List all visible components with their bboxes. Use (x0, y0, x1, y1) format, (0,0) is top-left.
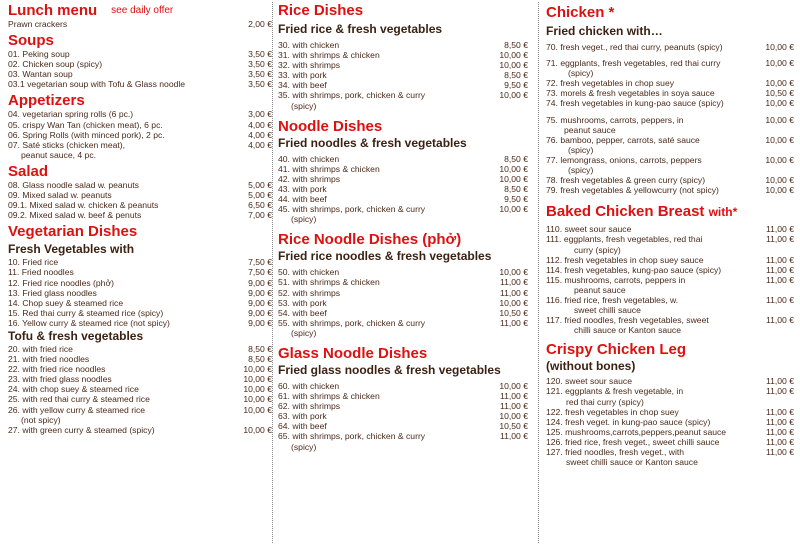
menu-item (8, 257, 272, 267)
item-price: 10,00 € (499, 380, 528, 391)
item-price: 11,00 € (765, 264, 794, 275)
item-price: 10,00 € (499, 297, 528, 308)
item-price: 11,00 € (499, 287, 528, 298)
item-price: 10,00 € (499, 60, 528, 71)
item-price: 10,00 € (765, 134, 794, 145)
item-price: 6,50 € (248, 200, 272, 211)
item-name: 30. with chicken (278, 40, 340, 50)
item-name: 62. with shrimps (278, 401, 341, 412)
item-price: 10,00 € (499, 163, 528, 174)
menu-item (546, 78, 794, 88)
item-price: 11,00 € (499, 317, 528, 328)
item-price: 7,00 € (248, 210, 272, 221)
menu-item (278, 164, 528, 174)
menu-item (8, 354, 272, 364)
section-title-baked-chicken (546, 203, 794, 221)
item-name: 51. with shrimps & chicken (278, 277, 380, 288)
item-price: 11,00 € (765, 315, 794, 326)
salad-list (8, 180, 272, 220)
item-name-continued: sweet chilli sauce or Kanton sauce (566, 457, 698, 468)
item-price: 3,50 € (248, 79, 272, 90)
item-name: 20. with fried rice (8, 343, 73, 354)
menu-item (8, 109, 272, 119)
item-price: 10,00 € (499, 50, 528, 61)
glass-noodle-list (278, 381, 528, 452)
menu-item (278, 194, 528, 204)
soups-list (8, 49, 272, 89)
appetizers-list (8, 109, 272, 159)
section-title-noodle: Noodle Dishes (278, 117, 383, 135)
section-title-rice: Rice Dishes (278, 2, 364, 19)
menu-item (8, 69, 272, 79)
item-price: 10,00 € (499, 204, 528, 215)
item-name: 55. with shrimps, pork, chicken & curry (278, 317, 426, 328)
menu-item (278, 50, 528, 60)
section-subtitle: Fried rice & fresh vegetables (278, 22, 443, 36)
item-name: 78. fresh vegetables & green curry (spicy) (546, 175, 706, 186)
menu-item (8, 200, 272, 210)
item-price: 3,50 € (248, 69, 272, 80)
menu-item (546, 175, 794, 185)
lunch-menu-title: Lunch menu (8, 2, 98, 19)
menu-item (546, 265, 794, 275)
item-name: 05. crispy Wan Tan (chicken meat), 6 pc. (8, 119, 163, 130)
menu-item (278, 288, 528, 298)
item-name: 121. eggplants & fresh vegetable, in (546, 386, 684, 397)
item-price: 10,00 € (765, 58, 794, 69)
item-name-continued: (spicy) (291, 100, 317, 111)
item-name: 02. Chicken soup (spicy) (8, 59, 103, 70)
item-price: 11,00 € (765, 447, 794, 457)
item-name: 50. with chicken (278, 267, 340, 278)
item-price: 7,50 € (248, 257, 272, 268)
item-price: 10,00 € (499, 173, 528, 184)
item-price: 10,00 € (243, 404, 272, 415)
crispy-chicken-list (546, 376, 794, 467)
menu-column-1 (8, 0, 272, 435)
menu-item (8, 120, 272, 130)
baked-title-suffix: with* (708, 205, 738, 220)
menu-item (546, 275, 794, 295)
menu-item (546, 407, 794, 417)
item-price: 11,00 € (765, 234, 794, 245)
item-name: 125. mushrooms,carrots,peppers,peanut sauce (546, 426, 727, 437)
noodle-list (278, 154, 528, 225)
item-price: 10,00 € (499, 90, 528, 101)
item-name: 03.1 vegetarian soup with Tofu & Glass noodle (8, 79, 186, 90)
menu-item (278, 277, 528, 287)
item-price: 10,00 € (499, 267, 528, 278)
rice-noodle-list (278, 267, 528, 338)
item-name: 41. with shrimps & chicken (278, 163, 380, 174)
menu-item (546, 135, 794, 155)
item-price: 8,50 € (248, 354, 272, 365)
item-price: 8,50 € (504, 70, 528, 81)
menu-item (8, 384, 272, 394)
item-name: 127. fried noodles, fresh veget., with (546, 447, 685, 457)
item-name: 25. with red thai curry & steamed rice (8, 394, 150, 405)
item-name-continued: (spicy) (568, 144, 594, 155)
baked-chicken-list (546, 224, 794, 335)
item-name-continued: sweet chilli sauce (574, 305, 641, 316)
item-name: 72. fresh vegetables in chop suey (546, 78, 675, 89)
section-title-crispy-chicken: Crispy Chicken Leg (546, 341, 687, 359)
menu-item (278, 391, 528, 401)
item-name: 53. with pork (278, 297, 327, 308)
menu-item (8, 318, 272, 328)
item-name: 60. with chicken (278, 380, 340, 391)
item-name: 40. with chicken (278, 153, 340, 164)
section-title-glass-noodle: Glass Noodle Dishes (278, 344, 428, 362)
item-name: 34. with beef (278, 80, 327, 91)
item-price: 4,00 € (248, 129, 272, 140)
item-price: 3,00 € (248, 109, 272, 120)
item-name: 114. fresh vegetables, kung-pao sauce (spicy) (546, 264, 722, 275)
menu-item (546, 376, 794, 386)
menu-item (278, 421, 528, 431)
menu-item (278, 298, 528, 308)
item-name-continued: peanut sauce (574, 284, 626, 295)
baked-title: Baked Chicken Breast (546, 203, 705, 221)
item-name-continued: peanut sauce (564, 124, 616, 135)
item-name: 111. eggplants, fresh vegetables, red thai (546, 234, 703, 245)
item-name: 22. with fried rice noodles (8, 364, 106, 375)
menu-item (278, 80, 528, 90)
menu-item (8, 130, 272, 140)
rice-list (278, 40, 528, 111)
section-subtitle: Fresh Vegetables with (8, 242, 135, 257)
menu-item (546, 115, 794, 135)
menu-item (546, 315, 794, 335)
item-name: 75. mushrooms, carrots, peppers, in (546, 114, 684, 125)
menu-item (546, 185, 794, 195)
section-subtitle: Fried noodles & fresh vegetables (278, 135, 467, 150)
item-price: 8,50 € (504, 183, 528, 194)
section-title-rice-noodle: Rice Noodle Dishes (phở) (278, 231, 462, 249)
item-price: 2,00 € (248, 19, 272, 29)
item-name: 63. with pork (278, 411, 327, 422)
menu-item (546, 234, 794, 254)
menu-item (278, 381, 528, 391)
lunch-menu-note: see daily offer (111, 5, 174, 16)
menu-item (546, 42, 794, 52)
menu-item (278, 154, 528, 164)
item-price: 11,00 € (499, 391, 528, 402)
item-name: 112. fresh vegetables in chop suey sauce (546, 254, 704, 265)
item-name: 43. with pork (278, 183, 327, 194)
menu-item (278, 308, 528, 318)
item-name: 31. with shrimps & chicken (278, 50, 380, 61)
item-price: 10,00 € (243, 364, 272, 375)
menu-item (8, 49, 272, 59)
item-name-continued: (spicy) (291, 327, 317, 338)
menu-item (8, 288, 272, 298)
menu-item (546, 224, 794, 234)
item-price: 10,00 € (765, 175, 794, 186)
item-name: 03. Wantan soup (8, 69, 73, 80)
item-price: 10,50 € (765, 88, 794, 99)
menu-item (546, 98, 794, 108)
menu-column-2 (278, 0, 528, 452)
item-name: 12. Fried rice noodles (phở) (8, 277, 114, 288)
item-price: 10,00 € (765, 114, 794, 125)
menu-item (8, 210, 272, 220)
item-name: 70. fresh veget., red thai curry, peanuts (spicy) (546, 42, 723, 52)
item-price: 4,00 € (248, 119, 272, 130)
item-name-continued: (spicy) (568, 165, 594, 176)
item-name: 77. lemongrass, onions, carrots, peppers (546, 154, 702, 165)
section-title-salad: Salad (8, 162, 49, 180)
section-title-chicken: Chicken * (546, 4, 615, 21)
item-price: 11,00 € (765, 406, 794, 417)
item-price: 10,00 € (765, 185, 794, 196)
menu-item (546, 88, 794, 98)
item-name: 76. bamboo, pepper, carrots, saté sauce (546, 134, 700, 145)
item-price: 9,50 € (504, 80, 528, 91)
item-price: 11,00 € (499, 277, 528, 288)
menu-item (8, 140, 272, 160)
item-name: 32. with shrimps (278, 60, 341, 71)
item-price: 11,00 € (765, 294, 794, 305)
item-name: 52. with shrimps (278, 287, 341, 298)
tofu-list (8, 344, 272, 435)
section-subtitle: (without bones) (546, 359, 636, 374)
item-price: 11,00 € (499, 431, 528, 442)
menu-item (278, 267, 528, 277)
menu-item (546, 255, 794, 265)
item-name: 110. sweet sour sauce (546, 224, 632, 235)
menu-item (278, 184, 528, 194)
item-price: 3,50 € (248, 59, 272, 70)
section-title-vegetarian: Vegetarian Dishes (8, 223, 138, 241)
menu-item (278, 90, 528, 110)
menu-item (278, 411, 528, 421)
item-name: 120. sweet sour sauce (546, 376, 632, 387)
section-subtitle: Fried rice noodles & fresh vegetables (278, 249, 492, 264)
item-price: 3,50 € (248, 49, 272, 60)
section-subtitle: Fried glass noodles & fresh vegetables (278, 362, 501, 377)
menu-item (278, 318, 528, 338)
menu-item (8, 190, 272, 200)
menu-item (546, 58, 794, 78)
item-price: 10,00 € (243, 384, 272, 395)
lunch-menu-heading (8, 2, 272, 19)
item-name: 01. Peking soup (8, 49, 70, 60)
item-name: 07. Saté sticks (chicken meat), (8, 139, 126, 150)
menu-item (546, 155, 794, 175)
item-name: 45. with shrimps, pork, chicken & curry (278, 204, 426, 215)
item-price: 10,00 € (243, 374, 272, 385)
item-name: 24. with chop suey & steamed rice (8, 384, 139, 395)
item-name-continued: (spicy) (568, 68, 594, 79)
menu-item (546, 447, 794, 467)
item-price: 9,50 € (504, 194, 528, 205)
item-name: 122. fresh vegetables in chop suey (546, 406, 679, 417)
item-name: 44. with beef (278, 194, 327, 205)
item-name-continued: curry (spicy) (574, 244, 621, 255)
menu-item (278, 174, 528, 184)
item-price: 11,00 € (765, 274, 794, 285)
menu-item (278, 204, 528, 224)
menu-item (546, 437, 794, 447)
column-divider (272, 2, 273, 543)
item-name: 11. Fried noodles (8, 267, 74, 278)
item-name: 04. vegetarian spring rolls (6 pc.) (8, 109, 134, 120)
menu-item (8, 364, 272, 374)
item-price: 8,50 € (504, 40, 528, 50)
item-name-continued: peanut sauce, 4 pc. (21, 149, 97, 160)
item-price: 11,00 € (765, 254, 794, 265)
menu-item (8, 405, 272, 425)
item-name: 09.2. Mixed salad w. beef & penuts (8, 210, 142, 221)
item-price: 9,00 € (248, 297, 272, 308)
item-name-continued: (not spicy) (21, 414, 61, 425)
item-price: 8,50 € (248, 343, 272, 354)
menu-item (546, 295, 794, 315)
item-name: 08. Glass noodle salad w. peanuts (8, 179, 139, 190)
item-price: 9,00 € (248, 317, 272, 328)
item-name: 14. Chop suey & steamed rice (8, 297, 124, 308)
item-price: 10,00 € (243, 394, 272, 405)
menu-item (278, 60, 528, 70)
menu-column-3 (546, 0, 794, 467)
item-name: 79. fresh vegetables & yellowcurry (not spicy) (546, 185, 719, 196)
menu-item (278, 40, 528, 50)
item-name: 10. Fried rice (8, 257, 59, 268)
item-name: 54. with beef (278, 307, 327, 318)
item-name: 15. Red thai curry & steamed rice (spicy) (8, 307, 164, 318)
section-subtitle: Fried chicken with… (546, 24, 663, 38)
item-name: 74. fresh vegetables in kung-pao sauce (spicy) (546, 98, 724, 109)
item-name-continued: chilli sauce or Kanton sauce (574, 325, 682, 336)
menu-item (8, 374, 272, 384)
item-price: 10,00 € (765, 78, 794, 89)
section-subtitle: Tofu & fresh vegetables (8, 328, 144, 343)
item-name: 117. fried noodles, fresh vegetables, sweet (546, 315, 709, 326)
item-name: 23. with fried glass noodles (8, 374, 112, 385)
vegetarian-list (8, 257, 272, 328)
section-title-appetizers: Appetizers (8, 92, 85, 110)
item-name: 61. with shrimps & chicken (278, 391, 380, 402)
menu-item (278, 431, 528, 451)
item-price: 10,00 € (243, 424, 272, 435)
item-price: 11,00 € (765, 426, 794, 437)
item-name: 35. with shrimps, pork, chicken & curry (278, 90, 426, 101)
menu-item (8, 79, 272, 89)
item-price: 9,00 € (248, 307, 272, 318)
item-name: 13. Fried glass noodles (8, 287, 97, 298)
item-name: 42. with shrimps (278, 173, 341, 184)
item-name: 126. fried rice, fresh veget., sweet chilli sauce (546, 436, 720, 447)
item-price: 8,50 € (504, 153, 528, 164)
item-name: 09. Mixed salad w. peanuts (8, 190, 112, 201)
item-price: 11,00 € (765, 416, 794, 427)
item-name: 27. with green curry & steamed (spicy) (8, 424, 155, 435)
menu-item (8, 267, 272, 277)
item-price: 5,00 € (248, 190, 272, 201)
item-price: 10,00 € (765, 154, 794, 165)
item-price: 11,00 € (765, 386, 794, 397)
item-name: 26. with yellow curry & steamed rice (8, 404, 146, 415)
column-divider (538, 2, 539, 543)
item-price: 7,50 € (248, 267, 272, 278)
item-price: 5,00 € (248, 179, 272, 190)
item-name: 33. with pork (278, 70, 327, 81)
menu-item (8, 19, 272, 29)
menu-item (278, 70, 528, 80)
menu-item (8, 425, 272, 435)
item-price: 9,00 € (248, 277, 272, 288)
menu-item (8, 298, 272, 308)
item-name: 65. with shrimps, pork, chicken & curry (278, 431, 426, 442)
item-price: 9,00 € (248, 287, 272, 298)
item-name-continued: red thai curry (spicy) (566, 396, 644, 407)
menu-item (8, 344, 272, 354)
item-name: 124. fresh veget. in kung-pao sauce (spicy) (546, 416, 711, 427)
item-name: 116. fried rice, fresh vegetables, w. (546, 294, 679, 305)
item-name: 73. morels & fresh vegetables in soya sauce (546, 88, 715, 99)
item-price: 10,50 € (499, 421, 528, 432)
item-price: 11,00 € (765, 224, 794, 235)
item-name: 71. eggplants, fresh vegetables, red thai curry (546, 58, 721, 69)
item-price: 10,00 € (765, 42, 794, 52)
menu-item (278, 401, 528, 411)
menu-item (546, 386, 794, 406)
item-name: 16. Yellow curry & steamed rice (not spicy) (8, 317, 170, 328)
item-name-continued: (spicy) (291, 214, 317, 225)
item-name: 115. mushrooms, carrots, peppers in (546, 274, 686, 285)
item-price: 10,00 € (765, 98, 794, 109)
item-price: 11,00 € (765, 436, 794, 447)
item-price: 11,00 € (765, 376, 794, 387)
item-name: 21. with fried noodles (8, 354, 90, 365)
item-price: 10,50 € (499, 307, 528, 318)
section-title-soups: Soups (8, 32, 54, 50)
item-name: Prawn crackers (8, 19, 68, 29)
menu-item (8, 59, 272, 69)
item-price: 4,00 € (248, 139, 272, 150)
menu-item (8, 308, 272, 318)
item-name: 06. Spring Rolls (with minced pork), 2 pc. (8, 129, 165, 140)
item-name-continued: (spicy) (291, 441, 317, 452)
menu-item (8, 278, 272, 288)
item-name: 64. with beef (278, 421, 327, 432)
item-price: 10,00 € (499, 411, 528, 422)
menu-item (546, 427, 794, 437)
item-price: 11,00 € (499, 401, 528, 412)
menu-item (546, 417, 794, 427)
item-name: 09.1. Mixed salad w. chicken & peanuts (8, 200, 159, 211)
chicken-list (546, 42, 794, 195)
menu-item (8, 394, 272, 404)
menu-item (8, 180, 272, 190)
